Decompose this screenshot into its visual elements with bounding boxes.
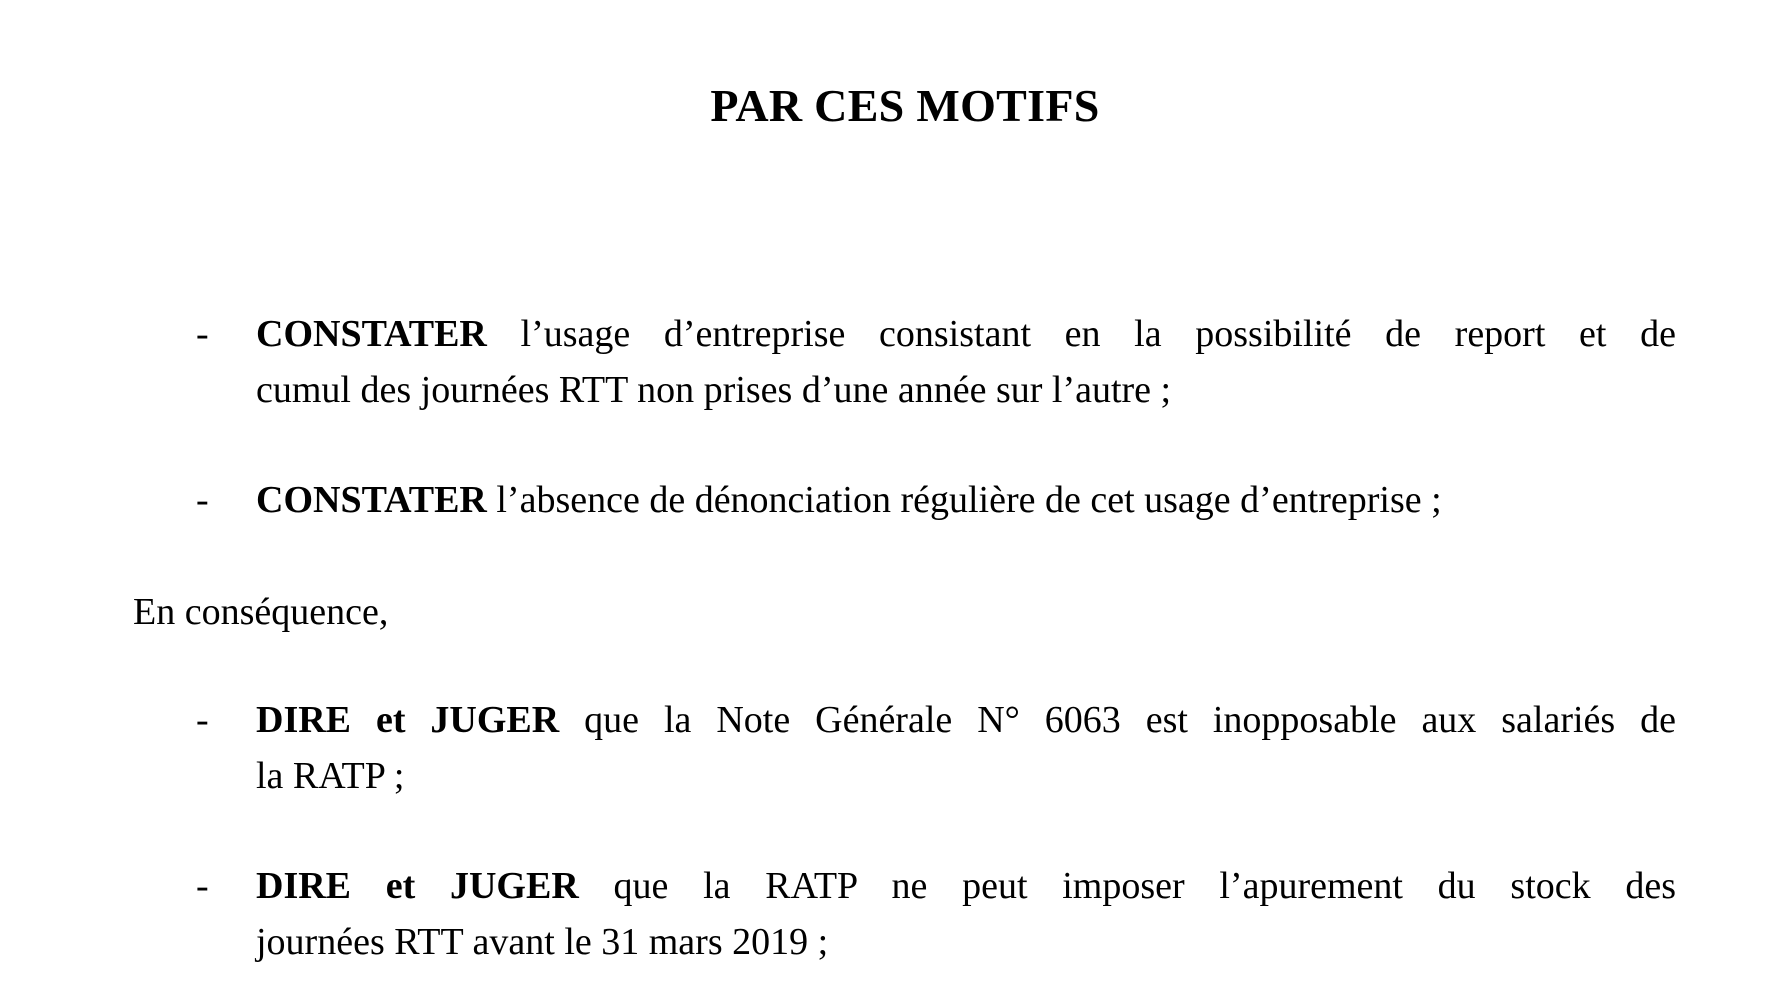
- list-item-keyword: DIRE et JUGER: [256, 699, 560, 741]
- list-dash: -: [196, 479, 209, 521]
- list-item-line: [256, 306, 1676, 362]
- list-item-text: [256, 692, 1676, 804]
- page-title: PAR CES MOTIFS: [710, 80, 1100, 131]
- list-dash: -: [196, 865, 209, 907]
- list-item-keyword: CONSTATER: [256, 479, 487, 521]
- list-item-line: [256, 692, 1676, 748]
- list-item-line-text: l’usage d’entreprise consistant en la possibilité de report et de: [486, 313, 1676, 355]
- list-item-keyword: CONSTATER: [256, 313, 487, 355]
- list-dash: -: [196, 699, 209, 741]
- list-item-text: [256, 306, 1676, 418]
- list-item-line: la RATP ;: [256, 755, 405, 797]
- list-item: [196, 306, 1676, 418]
- list-item-line: cumul des journées RTT non prises d’une année sur l’autre ;: [256, 369, 1172, 411]
- list-item-line: journées RTT avant le 31 mars 2019 ;: [256, 921, 829, 963]
- list-item-line-text: que la RATP ne peut imposer l’apurement du stock des: [578, 865, 1676, 907]
- list-item-line-text: l’absence de dénonciation régulière de cet usage d’entreprise ;: [486, 479, 1442, 521]
- intro-paragraph: En conséquence,: [133, 591, 389, 633]
- list-item-text: [256, 472, 1676, 528]
- list-item: [196, 692, 1676, 804]
- list-item-keyword: DIRE et JUGER: [256, 865, 579, 907]
- list-item-line: [256, 858, 1676, 914]
- list-item: [196, 472, 1676, 528]
- list-item: [196, 858, 1676, 970]
- list-item-line: [256, 472, 1676, 528]
- list-item-line-text: que la Note Générale N° 6063 est inopposable aux salariés de: [559, 699, 1676, 741]
- list-item-text: [256, 858, 1676, 970]
- list-dash: -: [196, 313, 209, 355]
